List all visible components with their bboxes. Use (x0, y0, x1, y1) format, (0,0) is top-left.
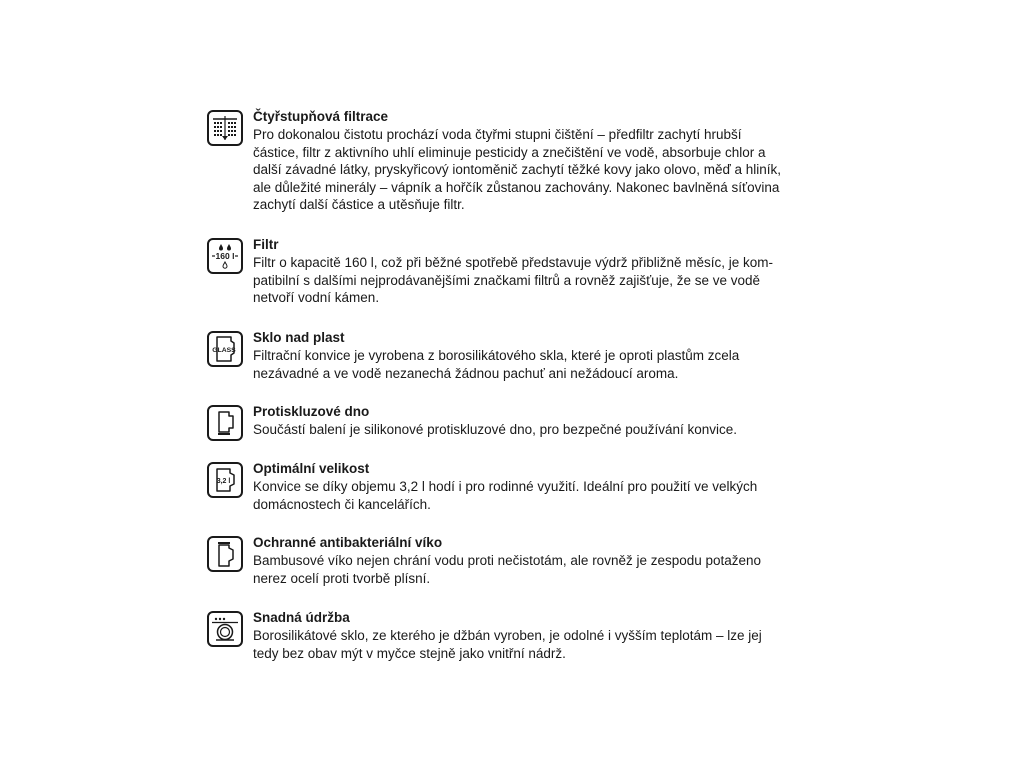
feature-text (253, 108, 828, 214)
feature-description (253, 254, 828, 307)
filter-capacity-icon (207, 238, 243, 274)
filter-capacity-label: 160 l (215, 251, 235, 261)
description-line: Konvice se díky objemu 3,2 l hodí i pro rodinné využití. Ideální pro použití ve velkých (253, 479, 758, 494)
description-line: Pro dokonalou čistotu prochází voda čtyřmi stupni čištění – předfiltr zachytí hrubší (253, 127, 742, 142)
feature-description (253, 627, 828, 662)
dishwasher-icon (207, 611, 243, 647)
description-line: tedy bez obav mýt v myčce stejně jako vnitřní nádrž. (253, 645, 566, 661)
description-line: Bambusové víko nejen chrání vodu proti nečistotám, ale rovněž je zespodu potaženo (253, 553, 762, 568)
description-line: ale důležité minerály – vápník a hořčík zůstanou zachovány. Nakonec bavlněná síťovina (253, 179, 780, 195)
description-line: částice, filtr z aktivního uhlí eliminuje pesticidy a znečištění ve vodě, absorbuje chlor a (253, 144, 766, 160)
feature-description (253, 126, 828, 214)
feature-description (253, 478, 828, 513)
description-line: domácnostech či kancelářích. (253, 496, 431, 512)
description-line: další závadné látky, pryskyřicový iontoměnič zachytí těžké kovy jako olovo, měď a hliník, (253, 162, 782, 178)
feature-text (253, 534, 828, 587)
glass-label: GLASS (212, 347, 236, 354)
feature-text (253, 403, 828, 439)
feature-title: Sklo nad plast (253, 330, 345, 345)
description-line: Filtrační konvice je vyrobena z borosilikátového skla, které je oproti plastům zcela (253, 348, 740, 363)
feature-description (253, 421, 828, 439)
feature-description (253, 552, 828, 587)
feature-title: Optimální velikost (253, 461, 370, 476)
feature-title: Snadná údržba (253, 610, 350, 625)
feature-text (253, 609, 828, 662)
description-line: nezávadné a ve vodě nezanechá žádnou pachuť ani nežádoucí aroma. (253, 365, 679, 381)
description-line: patibilní s dalšími nejprodávanějšími značkami filtrů a rovněž zajišťuje, že se ve vodě (253, 272, 761, 288)
glass-jug-icon (207, 331, 243, 367)
non-slip-base-icon (207, 405, 243, 441)
feature-title: Čtyřstupňová filtrace (253, 109, 389, 124)
description-line: zachytí další částice a utěsňuje filtr. (253, 197, 465, 213)
feature-text (253, 236, 828, 307)
feature-text (253, 329, 828, 382)
description-line: Součástí balení je silikonové protiskluzové dno, pro bezpečné používání konvice. (253, 422, 738, 437)
antibacterial-lid-icon (207, 536, 243, 572)
feature-description (253, 347, 828, 382)
feature-title: Ochranné antibakteriální víko (253, 535, 443, 550)
feature-title: Protiskluzové dno (253, 404, 370, 419)
description-line: nerez ocelí proti tvorbě plísní. (253, 570, 431, 586)
feature-text (253, 460, 828, 513)
description-line: Filtr o kapacitě 160 l, což při běžné spotřebě představuje výdrž přibližně měsíc, je kom- (253, 255, 773, 270)
volume-jug-icon (207, 462, 243, 498)
feature-title: Filtr (253, 237, 279, 252)
description-line: netvoří vodní kámen. (253, 290, 380, 306)
description-line: Borosilikátové sklo, ze kterého je džbán vyroben, je odolné i vyšším teplotám – lze jej (253, 628, 762, 643)
filtration-layers-icon (207, 110, 243, 146)
volume-label: 3,2 l (216, 478, 231, 485)
